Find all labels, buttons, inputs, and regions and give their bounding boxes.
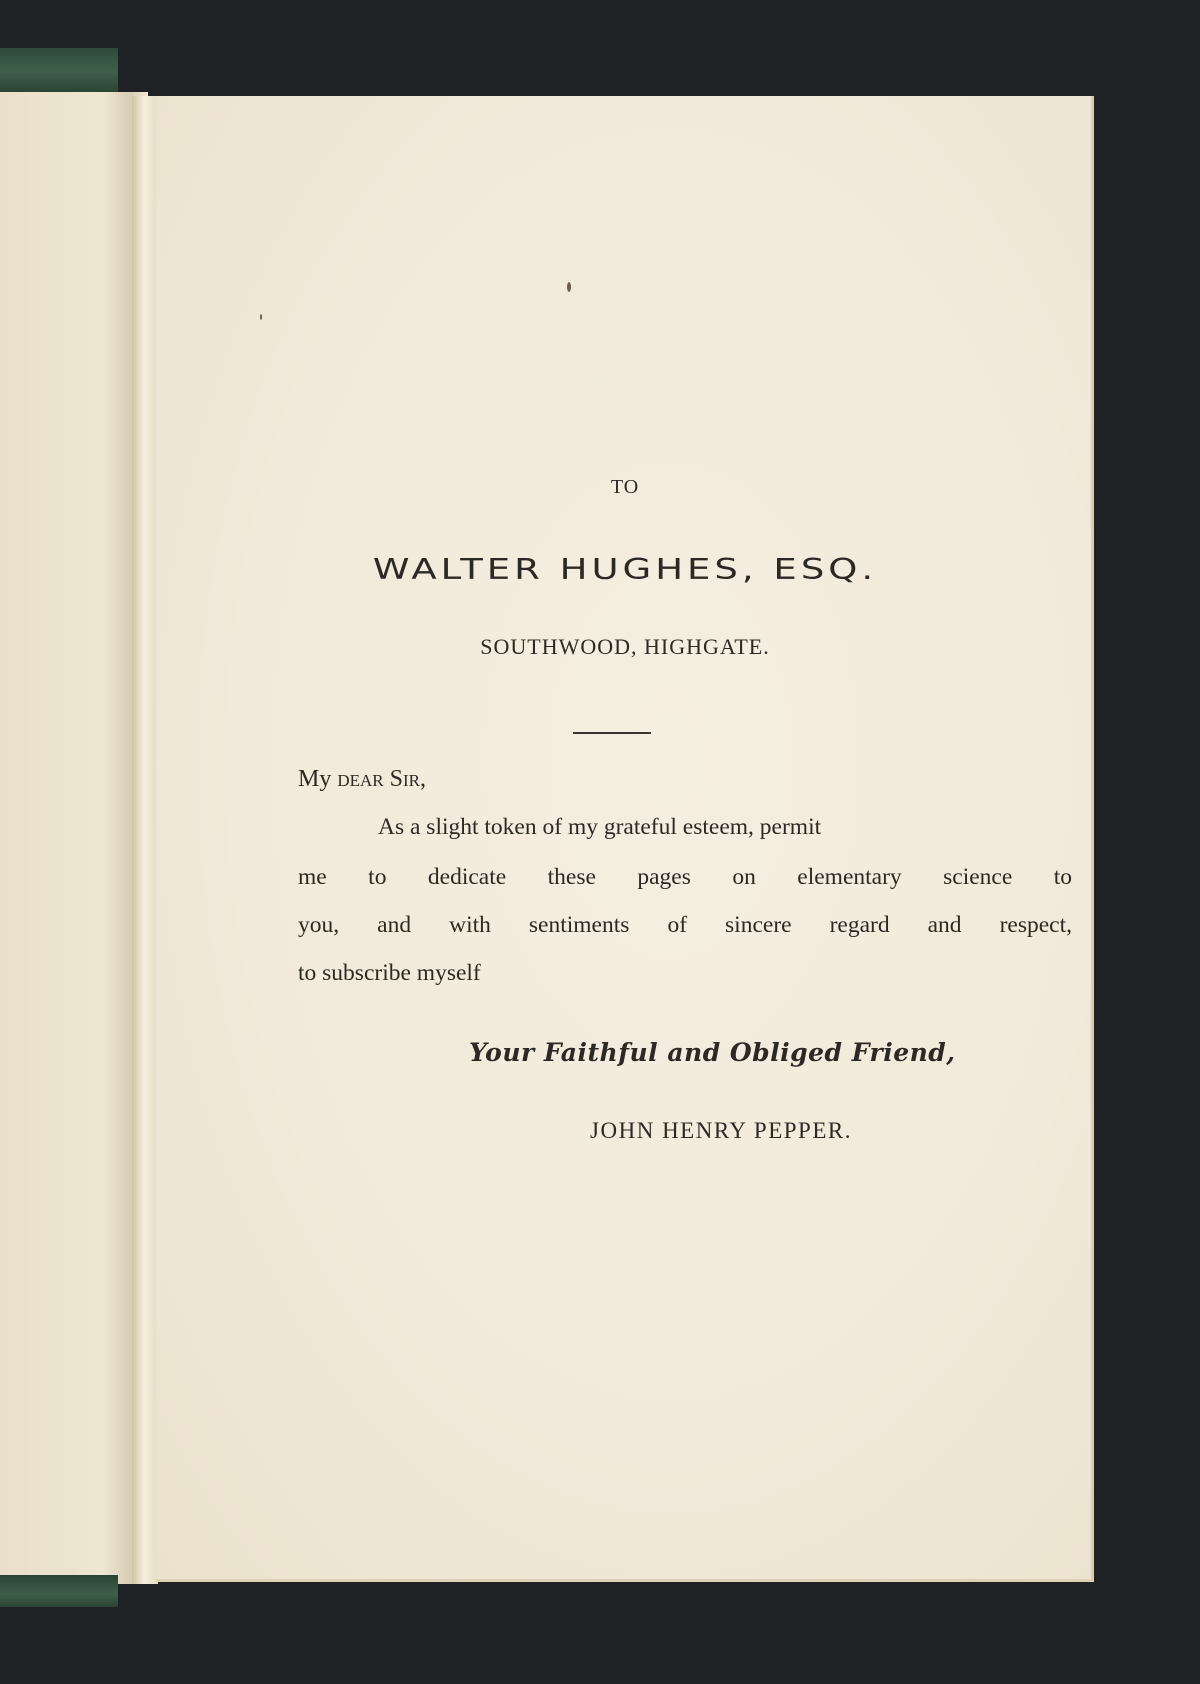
dedication-text — [156, 96, 1094, 1582]
signature: JOHN HENRY PEPPER. — [590, 1118, 852, 1143]
dedication-addressee: WALTER HUGHES, ESQ. — [372, 552, 878, 587]
book-binding-top — [0, 48, 118, 94]
salutation-prefix: My — [298, 766, 332, 792]
salutation — [298, 766, 426, 793]
paper-speck — [567, 282, 571, 292]
book-gutter — [132, 96, 158, 1584]
left-endpaper — [0, 92, 148, 1584]
dedication-to: TO — [610, 476, 640, 498]
salutation-rest: dear Sir, — [337, 766, 426, 792]
divider-rule — [573, 732, 651, 734]
body-line-2: me to dedicate these pages on elementary science to — [298, 864, 1072, 890]
body-line-1: As a slight token of my grateful esteem, permit — [378, 814, 822, 840]
paper-speck — [260, 314, 262, 320]
dedication-page — [156, 96, 1094, 1582]
dedication-address: SOUTHWOOD, HIGHGATE. — [480, 634, 770, 659]
closing-line: Your Faithful and Obliged Friend, — [469, 1038, 956, 1067]
body-line-3: you, and with sentiments of sincere regard and respect, — [298, 912, 1072, 938]
body-line-4: to subscribe myself — [298, 960, 481, 986]
book-binding-bottom — [0, 1575, 118, 1607]
